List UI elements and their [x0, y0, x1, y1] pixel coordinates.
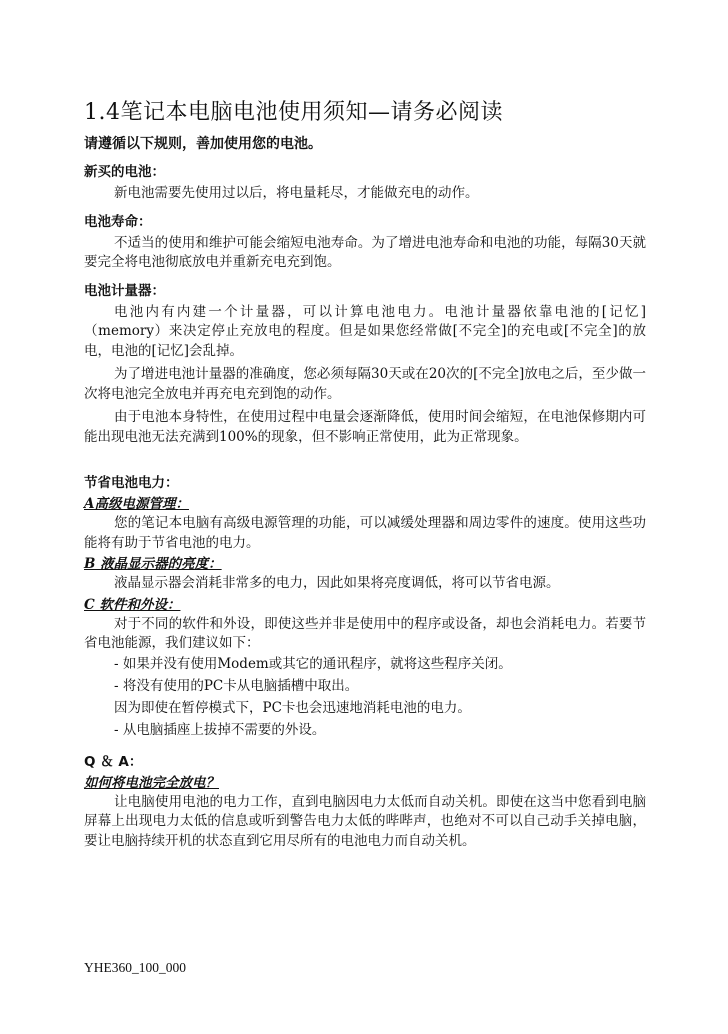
section-heading-qa: Q ＆ A：: [84, 753, 143, 770]
section-heading-new-battery: 新买的电池：: [84, 164, 165, 180]
subheading-full-discharge: 如何将电池完全放电？: [84, 774, 219, 791]
page-title: 1.4笔记本电脑电池使用须知—请务必阅读: [84, 100, 503, 125]
power-management-paragraph: 您的笔记本电脑有高级电源管理的功能，可以减缓处理器和周边零件的速度。使用这些功能将有助于节省电池的电力。: [84, 515, 646, 551]
list-item: 因为即使在暂停模式下，PC卡也会迅速地消耗电池的电力。: [114, 699, 471, 716]
lead-text: 请遵循以下规则，善加使用您的电池。: [84, 136, 322, 152]
section-heading-save-power: 节省电池电力：: [84, 475, 179, 491]
software-peripherals-paragraph: 对于不同的软件和外设，即使这些并非是使用中的程序或设备，却也会消耗电力。若要节省电池能源，我们建议如下：: [84, 615, 646, 651]
battery-meter-paragraph-1: 电池内有内建一个计量器，可以计算电池电力。电池计量器依靠电池的[记忆]（memory）来决定停止充放电的程度。但是如果您经常做[不完全]的充电或[不完全]的放电，电池的[记忆]会乱掉。: [84, 303, 646, 359]
new-battery-paragraph: 新电池需要先使用过以后，将电量耗尽，才能做充电的动作。: [114, 185, 479, 201]
battery-life-paragraph: 不适当的使用和维护可能会缩短电池寿命。为了增进电池寿命和电池的功能，每隔30天就要完全将电池彻底放电并重新充电充到饱。: [84, 234, 646, 270]
subheading-software-peripherals: C 软件和外设：: [84, 596, 181, 613]
footer-code: YHE360_100_000: [84, 960, 186, 975]
battery-meter-paragraph-3: 由于电池本身特性，在使用过程中电量会逐渐降低，使用时间会缩短，在电池保修期内可能出现电池无法充满到100%的现象，但不影响正常使用，此为正常现象。: [84, 409, 646, 445]
list-item: - 从电脑插座上拔掉不需要的外设。: [114, 721, 326, 738]
section-heading-battery-meter: 电池计量器：: [84, 282, 165, 299]
subheading-power-management: A高级电源管理：: [84, 496, 189, 512]
lcd-brightness-paragraph: 液晶显示器会消耗非常多的电力，因此如果将亮度调低，将可以节省电源。: [114, 575, 560, 591]
section-heading-battery-life: 电池寿命：: [84, 213, 152, 230]
list-item: - 将没有使用的PC卡从电脑插槽中取出。: [114, 677, 359, 694]
list-item: - 如果并没有使用Modem或其它的通讯程序，就将这些程序关闭。: [114, 655, 512, 672]
subheading-lcd-brightness: B 液晶显示器的亮度：: [84, 556, 222, 572]
battery-meter-paragraph-2: 为了增进电池计量器的准确度，您必须每隔30天或在20次的[不完全]放电之后，至少做一次将电池完全放电并再充电充到饱的动作。: [84, 366, 646, 402]
section-spacer: [84, 447, 646, 465]
full-discharge-paragraph: 让电脑使用电池的电力工作，直到电脑因电力太低而自动关机。即使在这当中您看到电脑屏幕上出现电力太低的信息或听到警告电力太低的哔哔声，也绝对不可以自己动手关掉电脑，要让电脑持续开机的状态直到它用尽所有的电池电力而自动关机。: [84, 793, 646, 849]
document-body: [84, 98, 646, 851]
